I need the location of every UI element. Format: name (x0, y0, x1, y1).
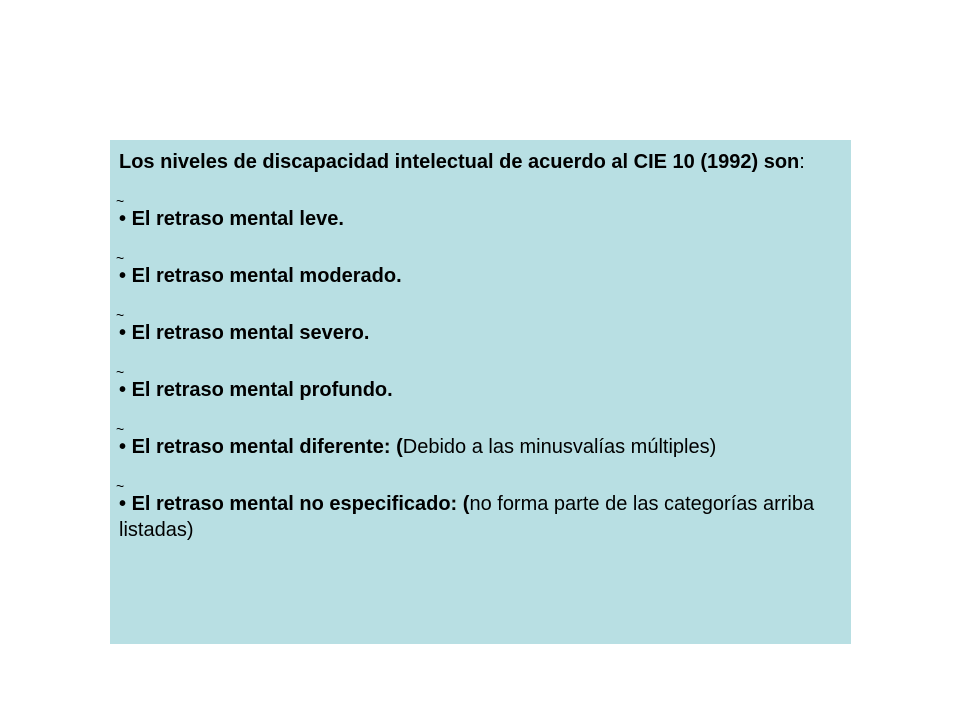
bullet-icon: • (119, 208, 132, 230)
list-item-lead: El retraso mental no especificado: (131, 493, 463, 515)
bullet-icon: • (119, 322, 132, 344)
list-item-detail: no forma parte de las categorías arriba listadas) (119, 493, 815, 541)
tilde-marker-icon: ~ (116, 421, 125, 437)
bullet-icon: • (119, 436, 132, 458)
list-item-leve (116, 193, 844, 232)
tilde-marker-icon: ~ (116, 307, 125, 323)
list-item-lead: El retraso mental diferente: (131, 436, 397, 458)
bullet-icon: • (119, 493, 132, 515)
slide-heading (119, 149, 844, 175)
list-item-diferente (116, 421, 844, 460)
list-item-lead: El retraso mental severo. (131, 322, 370, 344)
list-item-paren: ( (462, 493, 470, 515)
list-item-severo (116, 307, 844, 346)
list-item-no-especificado (116, 478, 844, 543)
list-item-lead: El retraso mental moderado. (131, 265, 402, 287)
list-item-profundo (116, 364, 844, 403)
list-item-paren: ( (396, 436, 403, 458)
list-item-lead: El retraso mental profundo. (131, 379, 393, 401)
tilde-marker-icon: ~ (116, 250, 125, 266)
bullet-icon: • (119, 265, 132, 287)
list-item-moderado (116, 250, 844, 289)
tilde-marker-icon: ~ (116, 364, 125, 380)
slide-heading-colon: : (799, 151, 805, 173)
bullet-icon: • (119, 379, 132, 401)
list-item-lead: El retraso mental leve. (131, 208, 344, 230)
tilde-marker-icon: ~ (116, 478, 125, 494)
tilde-marker-icon: ~ (116, 193, 125, 209)
content-panel (110, 140, 851, 644)
slide-heading-text: Los niveles de discapacidad intelectual de acuerdo al CIE 10 (1992) son (119, 151, 800, 173)
text-body (116, 149, 844, 543)
list-item-detail: Debido a las minusvalías múltiples) (402, 436, 717, 458)
